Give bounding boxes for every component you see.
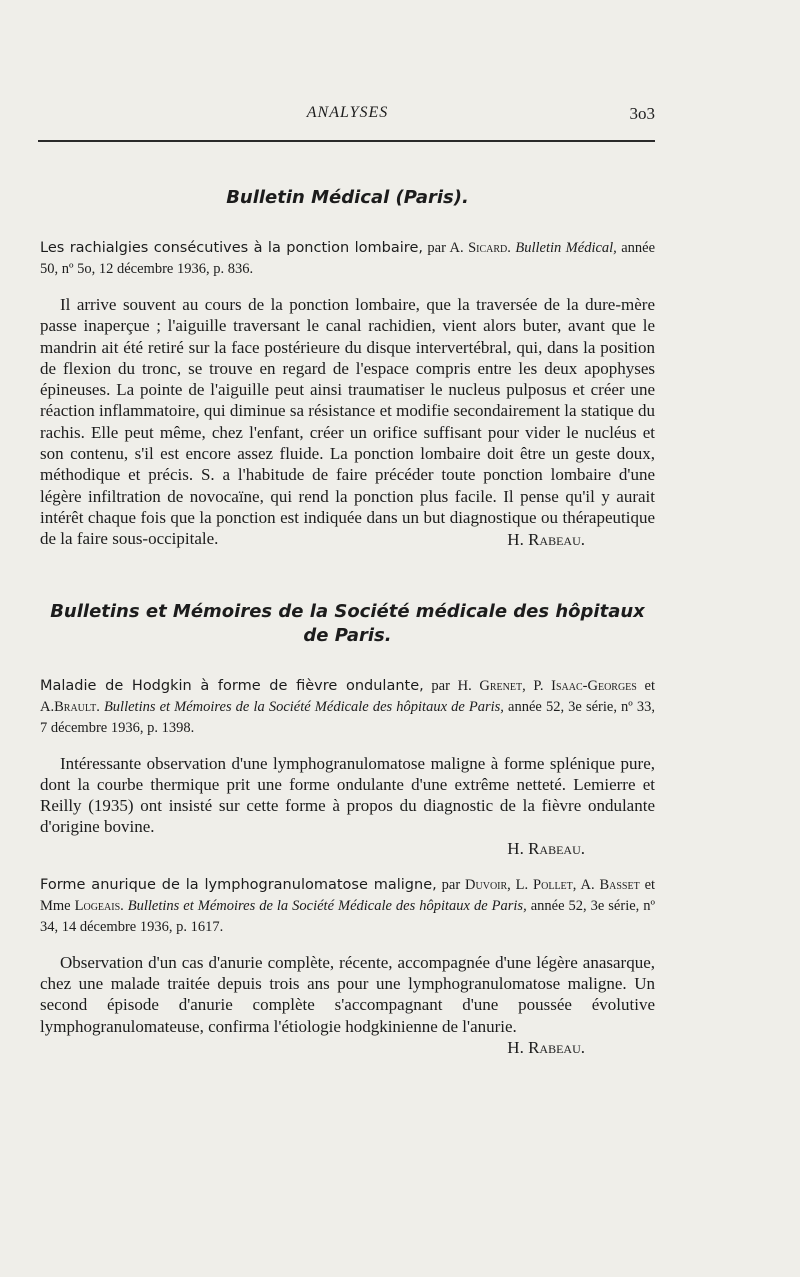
signature: [40, 838, 655, 859]
header-rule: [38, 140, 655, 142]
page-body: [40, 186, 655, 1058]
entry-hodgkin: [40, 676, 655, 859]
by-label: par A.: [427, 240, 464, 256]
article-title: Les rachialgies consécutives à la ponction lombaire,: [40, 240, 423, 256]
signature-name: Rabeau.: [528, 1037, 585, 1057]
abstract-text: Intéressante observation d'une lymphogranulomatose maligne à forme splénique pure, dont la courbe thermique prit une forme ondulante d'une extrême netteté. Lemierre et Reilly (1935) ont insisté sur cette forme à propos du diagnostic de la fièvre ondulante d'origine bovine.: [40, 753, 655, 837]
journal-heading-societe-medicale: Bulletins et Mémoires de la Société médicale des hôpitaux de Paris.: [50, 600, 645, 646]
entry-heading: [40, 676, 655, 739]
abstract-text: Observation d'un cas d'anurie complète, récente, accompagnée d'une légère anasarque, chez une malade traitée depuis trois ans pour une lymphogranulomatose maligne. Un second épisode d'anurie complète s'accompagnant d'une poussée évolutive lymphogranulomateuse, confirma l'étiologie hodgkinienne de l'anurie.: [40, 952, 655, 1036]
signature: [40, 1037, 655, 1058]
and-label: et Mme: [40, 876, 656, 914]
reference-details: année 52, 3e série, nº 33, 7 décembre 1936, p. 1398.: [40, 698, 656, 736]
page-number: 3o3: [629, 104, 655, 123]
by-label: par H.: [431, 677, 472, 694]
author-name-last: Logeais.: [74, 897, 124, 914]
journal-reference: Bulletins et Mémoires de la Société Médicale des hôpitaux de Paris,: [103, 698, 504, 715]
signature-initial: H.: [507, 838, 524, 858]
by-label: par: [441, 876, 461, 893]
entry-heading: [40, 875, 655, 938]
abstract-text: Il arrive souvent au cours de la ponction lombaire, que la traversée de la dure-mère passe inaperçue ; l'aiguille traversant le canal rachidien, vient alors buter, avant que le mandrin ait été retiré sur la face postérieure du disque intervertébral, qui, dans la position de flexion du tronc, se trouve en regard de l'espace compris entre les deux apophyses épineuses. La pointe de l'aiguille peut ainsi traumatiser le nucleus pulposus et créer une réaction inflammatoire, qui diminue sa résistance et modifie secondairement la statique du rachis. Elle peut même, chez l'enfant, créer un orifice suffisant pour vider le nucléus et son contenu, s'il est encore assez fluide. La ponction lombaire doit être un geste doux, méthodique et précis. S. a l'habitude de faire précéder toute ponction lombaire d'une légère infiltration de novocaïne, qui rend la ponction plus facile. Il pense qu'il y aurait intérêt chaque fois que la ponction est indiquée dans un but diagnostique ou thérapeutique de la faire sous-occipitale.: [40, 295, 655, 549]
reference-details: année 50, nº 5o, 12 décembre 1936, p. 836.: [40, 240, 656, 277]
running-head-title: ANALYSES: [306, 104, 389, 121]
journal-reference: Bulletin Médical,: [515, 240, 617, 256]
author-name: Sicard.: [468, 240, 511, 256]
journal-heading-bulletin-medical: Bulletin Médical (Paris).: [226, 187, 469, 208]
author-names: Grenet, P. Isaac-Georges: [479, 677, 637, 694]
article-title: Maladie de Hodgkin à forme de fièvre ondulante,: [40, 677, 424, 694]
signature-initial: H.: [507, 1037, 524, 1057]
entry-forme-anurique: [40, 875, 655, 1058]
author-names: Duvoir, L. Pollet, A. Basset: [465, 876, 640, 893]
and-label: et A.: [40, 677, 656, 715]
author-name-last: Brault.: [54, 698, 100, 715]
reference-details: année 52, 3e série, nº 34, 14 décembre 1936, p. 1617.: [40, 897, 656, 935]
journal-reference: Bulletins et Mémoires de la Société Médicale des hôpitaux de Paris,: [127, 897, 527, 914]
running-head: [40, 104, 655, 128]
entry-rachialgies: [40, 238, 655, 550]
signature-initial: H.: [507, 529, 524, 549]
signature-name: Rabeau.: [528, 838, 585, 858]
article-title: Forme anurique de la lymphogranulomatose maligne,: [40, 876, 437, 893]
signature-name: Rabeau.: [528, 529, 585, 549]
entry-heading: [40, 238, 655, 280]
